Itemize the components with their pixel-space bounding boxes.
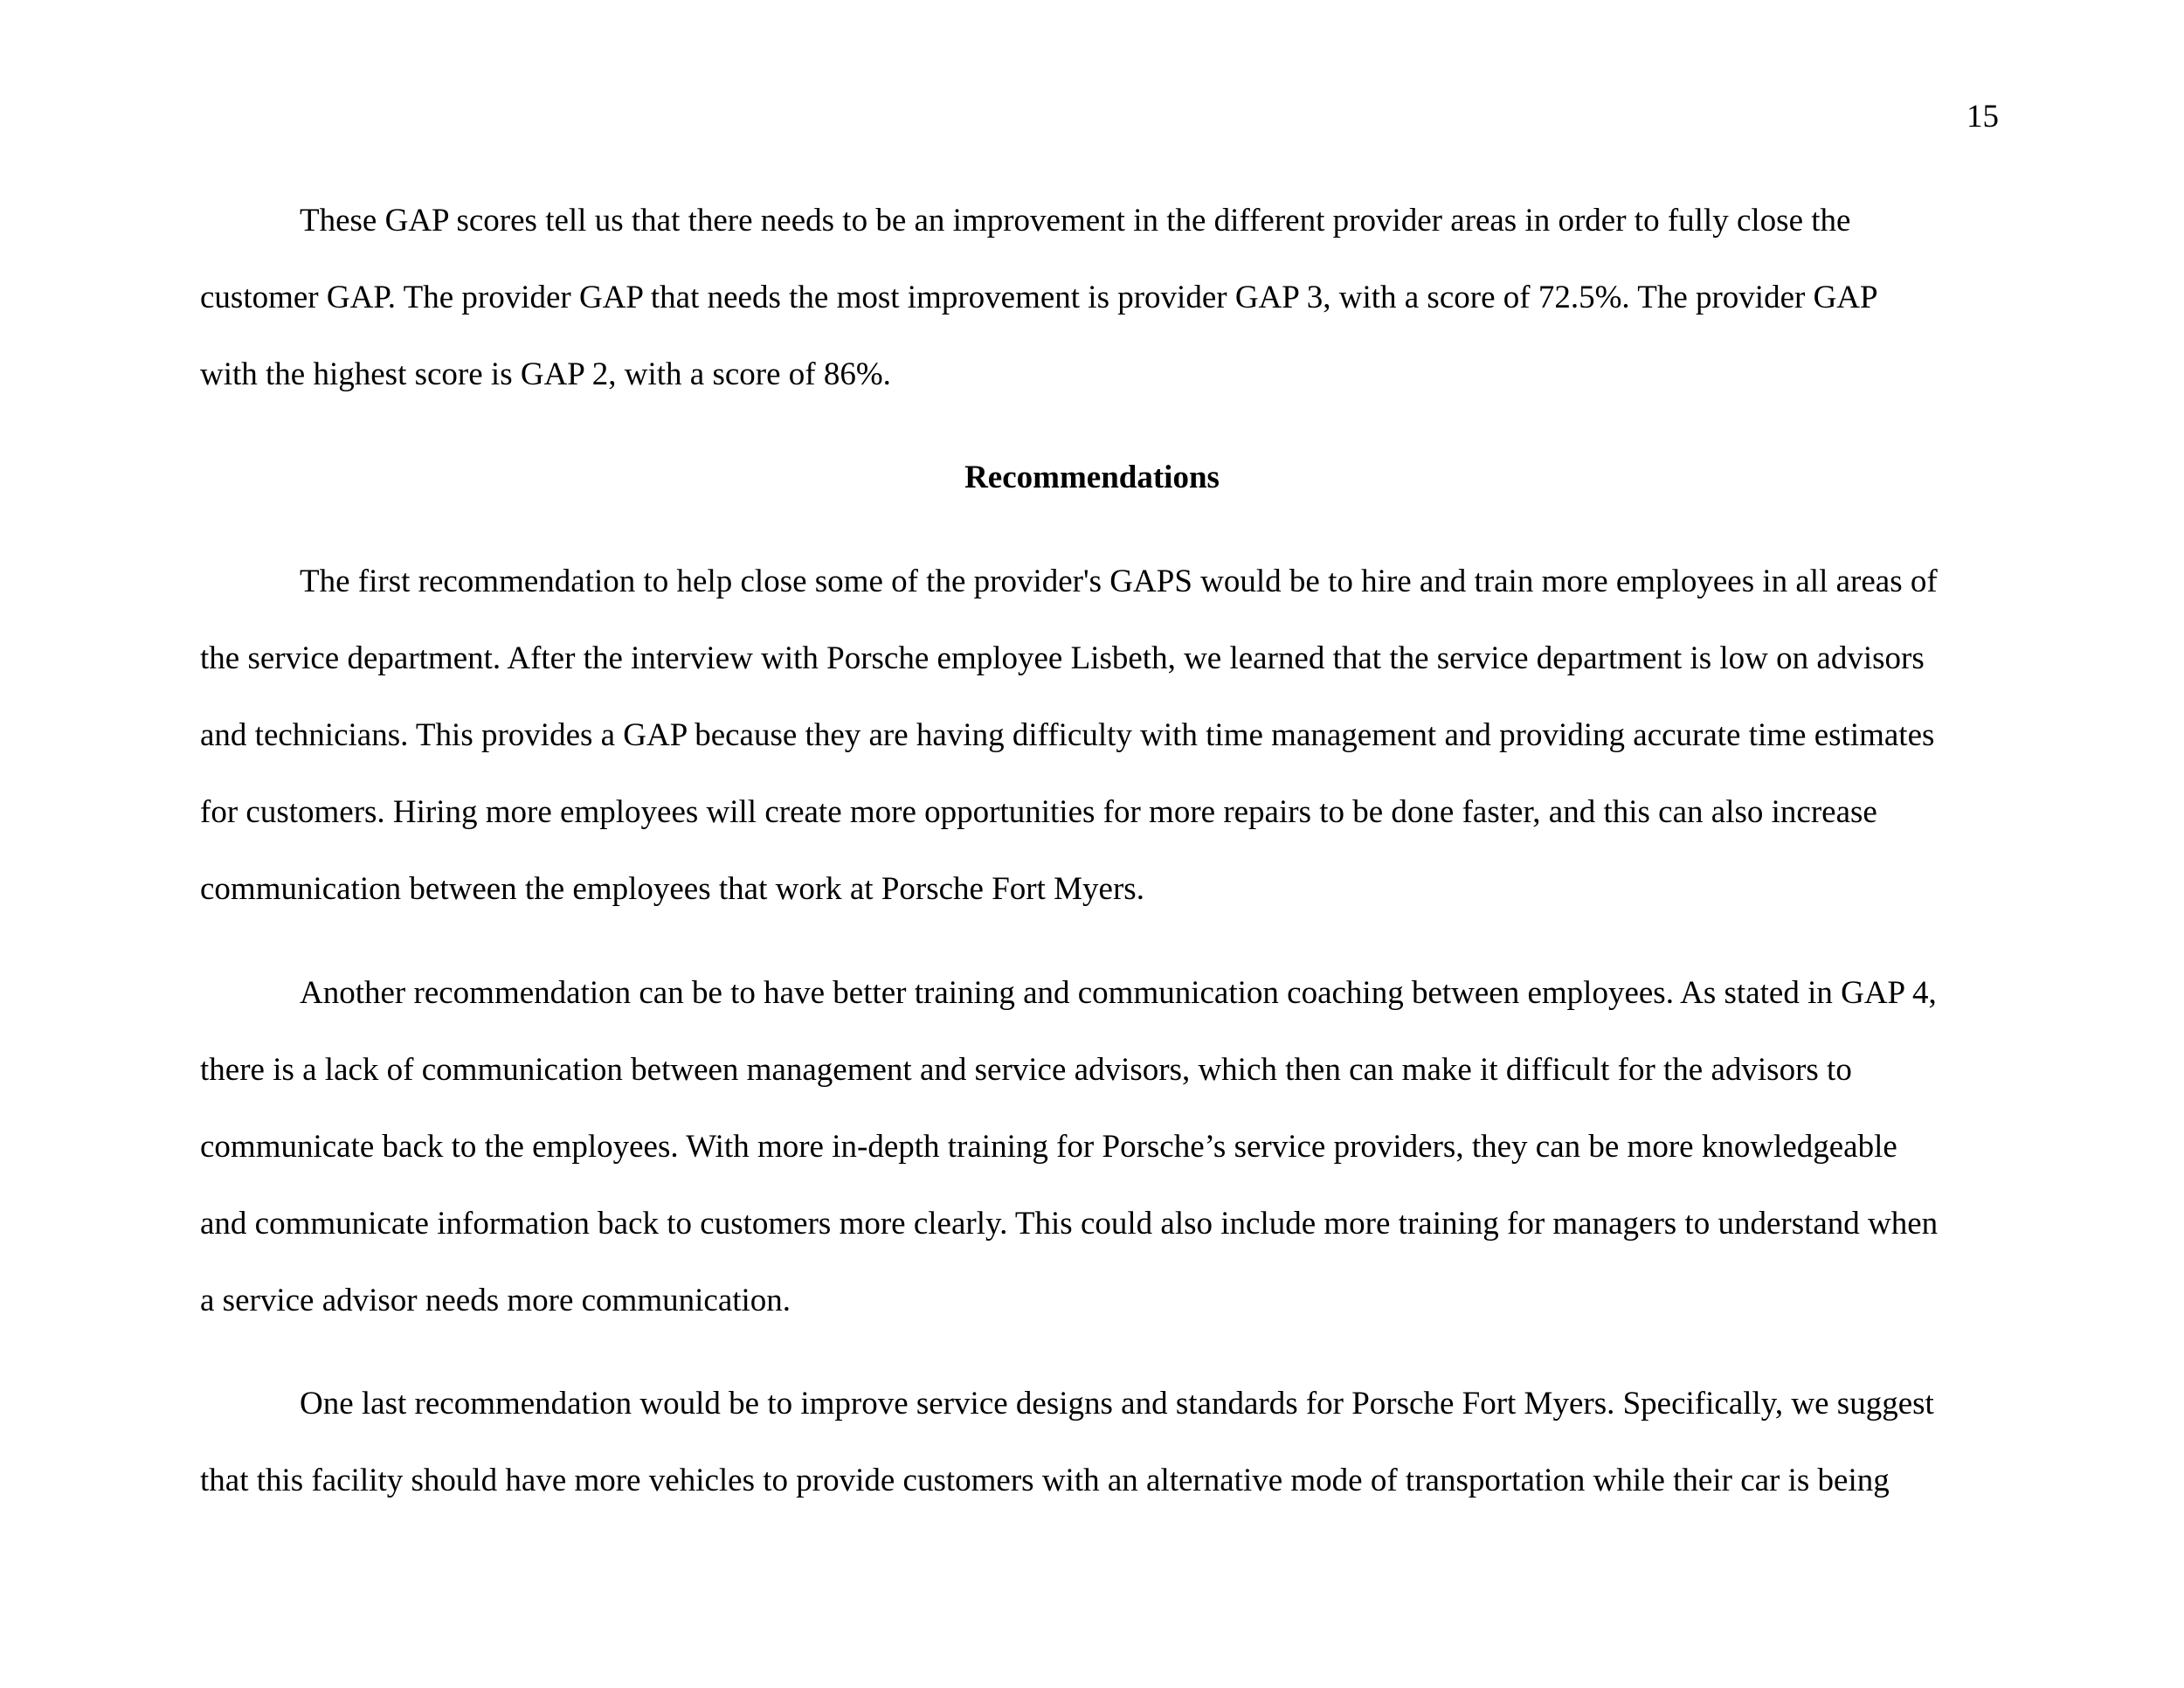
section-heading-recommendations: Recommendations bbox=[964, 460, 1220, 495]
paragraph-line: customer GAP. The provider GAP that needs the most improvement is provider GAP 3, with a score of 72.5%. The provider GAP bbox=[200, 280, 1878, 315]
paragraph-line: with the highest score is GAP 2, with a score of 86%. bbox=[200, 356, 891, 392]
paragraph-line: One last recommendation would be to improve service designs and standards for Porsche Fort Myers. Specifically, we suggest bbox=[300, 1386, 1934, 1422]
paragraph-line: a service advisor needs more communication. bbox=[200, 1283, 791, 1318]
paragraph-line: that this facility should have more vehicles to provide customers with an alternative mode of transportation while their car is being bbox=[200, 1463, 1890, 1498]
page-number: 15 bbox=[1966, 99, 1999, 135]
paragraph-line: and communicate information back to customers more clearly. This could also include more training for managers to understand when bbox=[200, 1206, 1939, 1242]
paragraph-line: communicate back to the employees. With more in-depth training for Porsche’s service providers, they can be more knowledgeable bbox=[200, 1129, 1897, 1165]
paragraph-line: The first recommendation to help close some of the provider's GAPS would be to hire and train more employees in all areas of bbox=[300, 564, 1938, 599]
paragraph-line: and technicians. This provides a GAP because they are having difficulty with time management and providing accurate time estimates bbox=[200, 717, 1935, 753]
paragraph-line: for customers. Hiring more employees will create more opportunities for more repairs to be done faster, and this can also increase bbox=[200, 794, 1877, 830]
paragraph-line: These GAP scores tell us that there needs to be an improvement in the different provider areas in order to fully close the bbox=[300, 203, 1851, 239]
paragraph-line: the service department. After the interview with Porsche employee Lisbeth, we learned that the service department is low on advisors bbox=[200, 640, 1925, 676]
paragraph-line: Another recommendation can be to have better training and communication coaching between employees. As stated in GAP 4, bbox=[300, 975, 1937, 1011]
paragraph-line: communication between the employees that work at Porsche Fort Myers. bbox=[200, 871, 1144, 907]
paragraph-line: there is a lack of communication between management and service advisors, which then can make it difficult for the advisors to bbox=[200, 1052, 1852, 1088]
